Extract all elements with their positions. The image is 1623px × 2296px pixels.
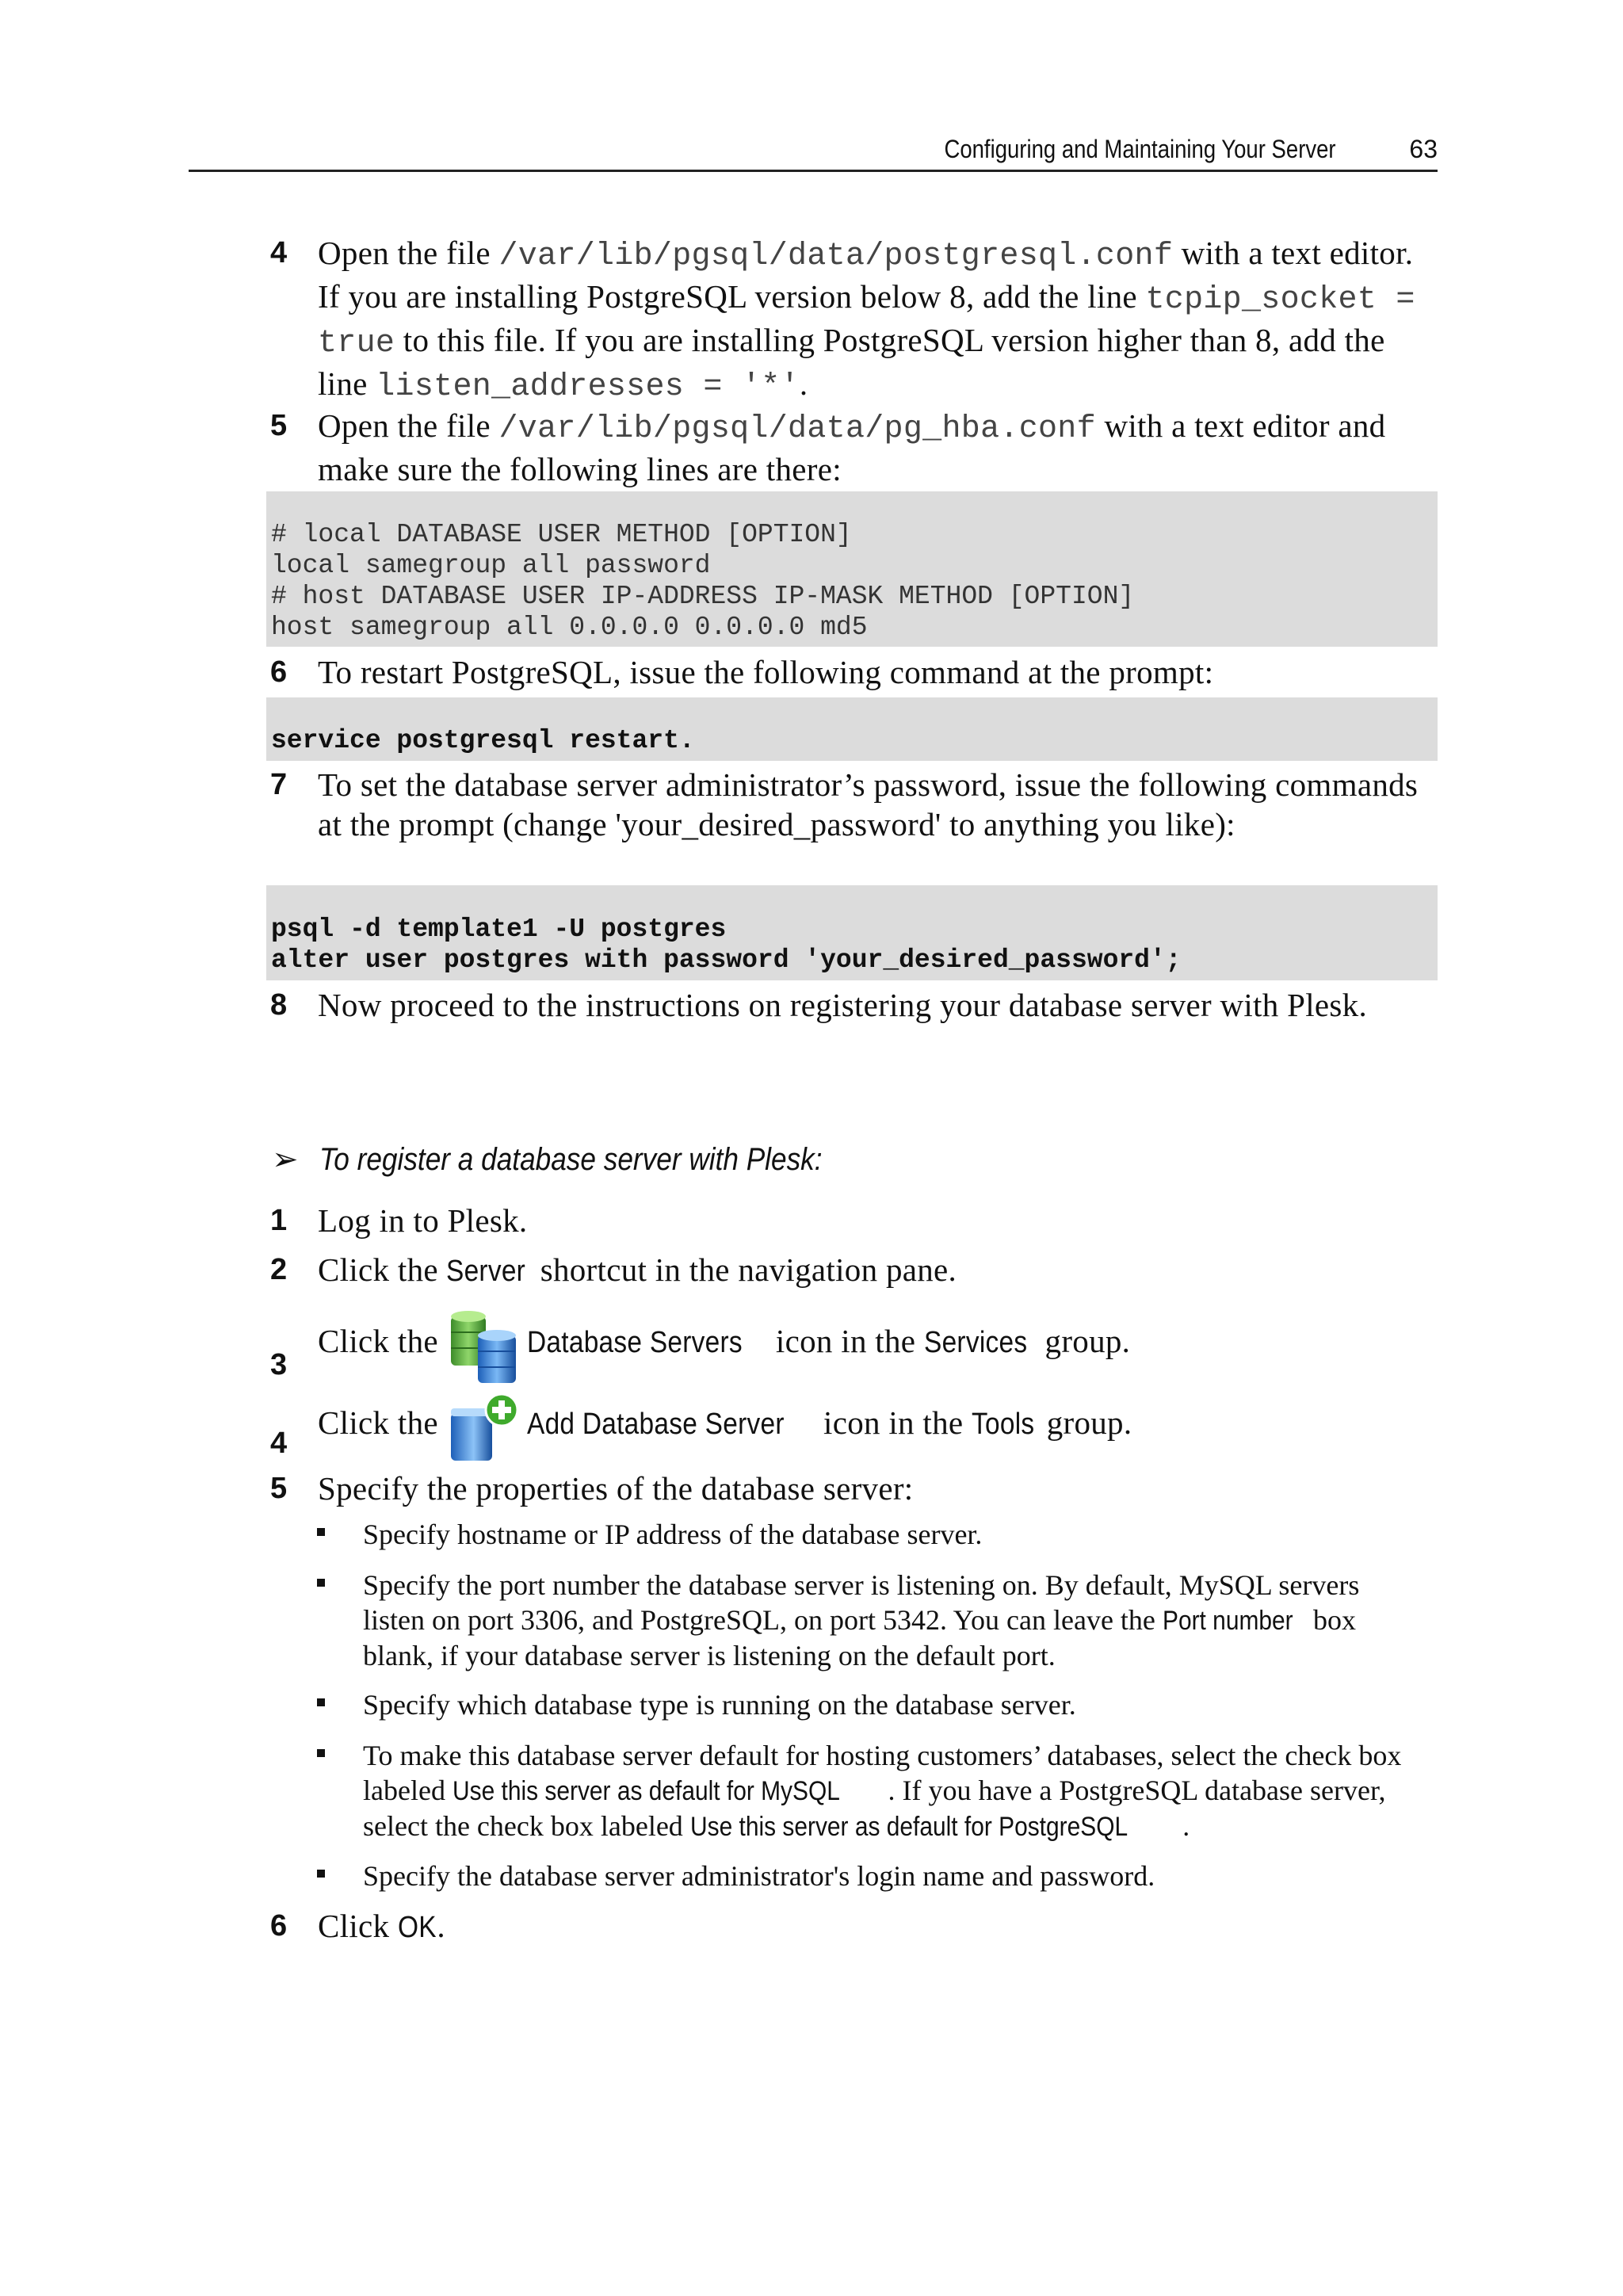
step-number: 2 bbox=[270, 1253, 288, 1286]
code-block-psql bbox=[266, 885, 1438, 980]
register-step-5 bbox=[272, 1469, 1437, 1508]
step-text: Log in to Plesk. bbox=[318, 1202, 528, 1239]
add-database-server-icon bbox=[446, 1392, 522, 1464]
arrow-icon: ➢ bbox=[272, 1142, 299, 1177]
config-line: listen_addresses = '*' bbox=[376, 369, 800, 405]
step-text: Click the Add Database Server icon in the Tools group. bbox=[318, 1383, 1437, 1464]
step-number: 4 bbox=[270, 236, 288, 269]
postgresql-default-checkbox-label: Use this server as default for PostgreSQL bbox=[689, 1812, 1128, 1842]
step-text: To restart PostgreSQL, issue the following command at the prompt: bbox=[318, 654, 1214, 690]
file-path: /var/lib/pgsql/data/postgresql.conf bbox=[498, 239, 1174, 274]
step-text: Now proceed to the instructions on registering your database server with Plesk. bbox=[318, 987, 1367, 1023]
step-6-restart-postgresql bbox=[272, 652, 1437, 692]
step-8-proceed bbox=[272, 985, 1437, 1025]
header-title: Configuring and Maintaining Your Server bbox=[944, 135, 1336, 163]
step-7-set-password bbox=[272, 765, 1437, 844]
register-step-6 bbox=[272, 1906, 1437, 1947]
bullet-marker bbox=[317, 1698, 325, 1706]
register-step-2 bbox=[272, 1250, 1437, 1291]
code-block-restart bbox=[266, 697, 1438, 761]
step-text: Open the file /var/lib/pgsql/data/postgresql.conf with a text editor. If you are installing PostgreSQL version below 8, add the line tcpip_socket = true to this file. If you are installing PostgreSQL version higher than 8, add the line listen_addresses = '*'. bbox=[318, 235, 1415, 405]
database-servers-icon bbox=[446, 1310, 522, 1386]
step-text: Open the file /var/lib/pgsql/data/pg_hba.conf with a text editor and make sure the following lines are there: bbox=[318, 407, 1386, 487]
database-servers-label: Database Servers bbox=[527, 1326, 743, 1359]
add-database-server-label: Add Database Server bbox=[527, 1408, 785, 1441]
config-line: tcpip_socket = true bbox=[318, 282, 1415, 361]
mysql-default-checkbox-label: Use this server as default for MySQL bbox=[452, 1776, 840, 1806]
step-text: Click the Database Servers icon in the Services group. bbox=[318, 1297, 1437, 1386]
bullet-marker bbox=[317, 1870, 325, 1878]
page-number: 63 bbox=[1409, 135, 1438, 163]
step-number: 6 bbox=[270, 1909, 288, 1943]
step-number: 6 bbox=[270, 655, 288, 689]
step-text: Click the Server shortcut in the navigation pane. bbox=[318, 1250, 1437, 1291]
register-step-1 bbox=[272, 1201, 1437, 1240]
code-line: # local DATABASE USER METHOD [OPTION] bbox=[271, 520, 852, 549]
code-line: psql -d template1 -U postgres bbox=[271, 915, 727, 944]
step-number: 1 bbox=[270, 1204, 288, 1237]
port-number-field-label: Port number bbox=[1162, 1606, 1293, 1636]
bullet-port: Specify the port number the database server is listening on. By default, MySQL servers listen on port 3306, and PostgreSQL, on port 5342. You can leave the Port number box blank, if your database server is listening on the default port. bbox=[317, 1568, 1426, 1673]
bullet-db-type: Specify which database type is running on the database server. bbox=[317, 1687, 1426, 1722]
procedure-title: To register a database server with Plesk: bbox=[319, 1142, 823, 1177]
code-line: alter user postgres with password 'your_desired_password'; bbox=[271, 946, 1182, 975]
services-group-label: Services bbox=[923, 1326, 1028, 1359]
bullet-marker bbox=[317, 1749, 325, 1757]
step-5-edit-pg-hba-conf bbox=[272, 406, 1437, 489]
register-step-3 bbox=[272, 1297, 1437, 1386]
code-line: service postgresql restart. bbox=[271, 726, 695, 755]
code-line: host samegroup all 0.0.0.0 0.0.0.0 md5 bbox=[271, 613, 868, 642]
step-text: Click OK. bbox=[318, 1906, 1437, 1947]
server-shortcut-label: Server bbox=[446, 1255, 526, 1288]
bullet-marker bbox=[317, 1579, 325, 1587]
code-block-pg-hba bbox=[266, 491, 1438, 647]
step-number: 8 bbox=[270, 988, 288, 1022]
bullet-marker bbox=[317, 1528, 325, 1536]
procedure-heading bbox=[272, 1141, 886, 1178]
ok-button-label: OK bbox=[397, 1911, 437, 1944]
page-header bbox=[189, 135, 1438, 172]
bullet-default-server: To make this database server default for hosting customers’ databases, select the check box labeled Use this server as default for MySQL . If you have a PostgreSQL database server, select the check box labeled Use this server as default for PostgreSQL . bbox=[317, 1738, 1426, 1844]
step-number: 7 bbox=[270, 768, 288, 801]
step-number: 3 bbox=[270, 1348, 288, 1381]
step-number: 4 bbox=[270, 1427, 288, 1460]
step-number: 5 bbox=[270, 409, 288, 442]
step-number: 5 bbox=[270, 1472, 288, 1505]
step-text: To set the database server administrator’s password, issue the following commands at the prompt (change 'your_desired_password' to anything you like): bbox=[318, 766, 1419, 842]
code-line: # host DATABASE USER IP-ADDRESS IP-MASK METHOD [OPTION] bbox=[271, 582, 1135, 611]
register-step-4 bbox=[272, 1383, 1437, 1464]
step-text: Specify the properties of the database server: bbox=[318, 1470, 914, 1507]
tools-group-label: Tools bbox=[971, 1408, 1035, 1441]
step-4-edit-postgresql-conf bbox=[272, 233, 1437, 407]
file-path: /var/lib/pgsql/data/pg_hba.conf bbox=[498, 411, 1096, 447]
code-line: local samegroup all password bbox=[271, 551, 711, 580]
bullet-hostname: Specify hostname or IP address of the database server. bbox=[317, 1517, 1426, 1552]
bullet-admin-login: Specify the database server administrator's login name and password. bbox=[317, 1859, 1426, 1893]
